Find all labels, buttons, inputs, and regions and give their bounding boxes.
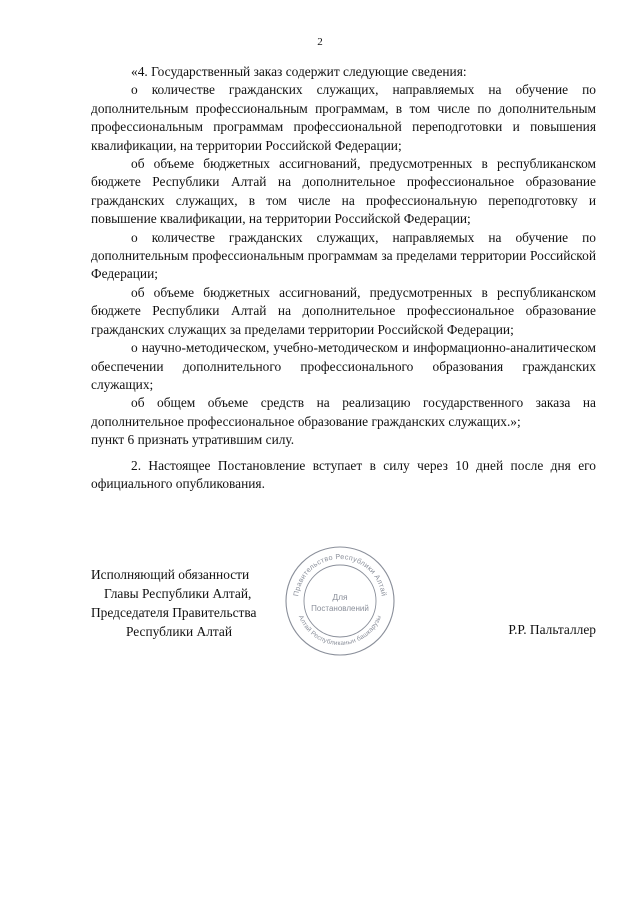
signatory-name: Р.Р. Пальталлер	[508, 622, 596, 637]
paragraph-effective-date: 2. Настоящее Постановление вступает в силу через 10 дней после дня его официального опубликования.	[91, 457, 596, 491]
svg-text:Алтай Республиканын башкарузы	[297, 614, 383, 647]
paragraph-budget-abroad: об объеме бюджетных ассигнований, предусмотренных в республиканском бюджете Республики Алтай на дополнительное профессиональное образование гражданских служащих за пределами территории Российской Федерации;	[91, 284, 596, 337]
signatory-title-line2: Главы Республики Алтай,	[104, 586, 252, 601]
paragraph-count-domestic: о количестве гражданских служащих, направляемых на обучение по дополнительным профессиональным программам, в том числе по дополнительным профессиональным программам профессиональной переподготовки и повышения квалификации, на территории Российской Федерации;	[91, 82, 596, 153]
official-stamp	[284, 545, 396, 657]
stamp-outer-top-text: Правительство Республики Алтай	[291, 551, 389, 597]
paragraph-budget-domestic: об объеме бюджетных ассигнований, предусмотренных в республиканском бюджете Республики Алтай на дополнительное профессиональное образование гражданских служащих, в том числе на профессиональную переподготовку и повышение квалификации, на территории Российской Федерации;	[91, 156, 596, 227]
signatory-title-line4: Республики Алтай	[126, 624, 233, 639]
paragraph-total-funds: об общем объеме средств на реализацию государственного заказа на дополнительное профессиональное образование гражданских служащих.»;	[91, 395, 596, 429]
stamp-outer-bottom-text: Алтай Республиканын башкарузы	[296, 614, 384, 648]
stamp-center-line2: Постановлений	[311, 604, 369, 613]
stamp-center-line1: Для	[332, 592, 348, 602]
paragraph-item6-void: пункт 6 признать утратившим силу.	[91, 432, 295, 448]
signatory-title-line3: Председателя Правительства	[91, 605, 257, 620]
signatory-title-line1: Исполняющий обязанности	[91, 567, 250, 582]
signatory-title	[91, 565, 281, 641]
document-body	[91, 63, 596, 493]
paragraph-methodical-support: о научно-методическом, учебно-методическом и информационно-аналитическом обеспечении дополнительного профессионального образования гражданских служащих;	[91, 340, 596, 392]
page-number: 2	[317, 36, 323, 48]
paragraph-item4-intro: «4. Государственный заказ содержит следующие сведения:	[131, 64, 467, 79]
paragraph-count-abroad: о количестве гражданских служащих, направляемых на обучение по дополнительным профессиональным программам за пределами территории Российской Федерации;	[91, 229, 596, 282]
